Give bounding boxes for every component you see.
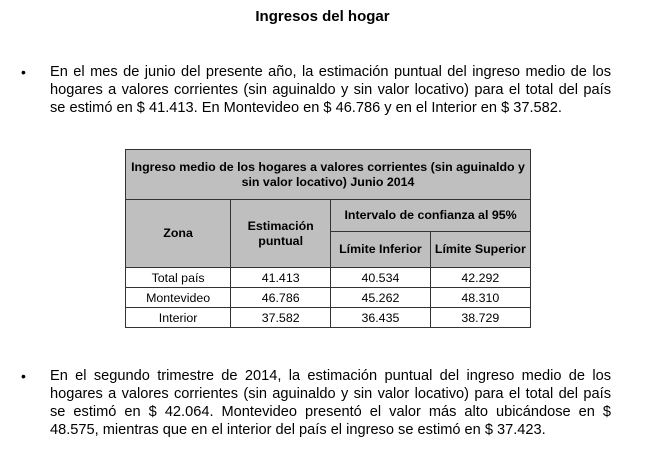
cell-zona: Interior (126, 308, 231, 328)
bullet-icon: • (21, 64, 26, 80)
cell-superior: 38.729 (430, 308, 530, 328)
paragraph-text: En el mes de junio del presente año, la estimación puntual del ingreso medio de los hogares a valores corrientes (sin aguinaldo y sin valor locativo) para el total del país se estimó en $ 41.413. En Montevideo en $ 46.786 y en el Interior en $ 37.582. (50, 64, 611, 116)
cell-estimacion: 46.786 (231, 288, 331, 308)
header-intervalo: Intervalo de confianza al 95% (331, 200, 531, 232)
cell-inferior: 36.435 (331, 308, 431, 328)
bullet-icon: • (21, 368, 26, 384)
table-row (126, 308, 531, 328)
paragraph-quarter-estimate (21, 367, 611, 439)
header-limite-superior: Límite Superior (430, 232, 530, 268)
table-row (126, 288, 531, 308)
paragraph-june-estimate (21, 63, 611, 117)
cell-zona: Total país (126, 268, 231, 288)
document-title: Ingresos del hogar (255, 8, 390, 25)
cell-superior: 48.310 (430, 288, 530, 308)
income-table (125, 149, 531, 328)
header-limite-inferior: Límite Inferior (331, 232, 431, 268)
cell-superior: 42.292 (430, 268, 530, 288)
cell-inferior: 45.262 (331, 288, 431, 308)
table-row (126, 268, 531, 288)
table-caption: Ingreso medio de los hogares a valores corrientes (sin aguinaldo y sin valor locativo) Junio 2014 (126, 150, 531, 200)
paragraph-text: En el segundo trimestre de 2014, la estimación puntual del ingreso medio de los hogares a valores corrientes (sin aguinaldo y sin valor locativo) para el total del país se estimó en $ 42.064. Montevideo presentó el valor más alto ubicándose en $ 48.575, mientras que en el interior del país el ingreso se estimó en $ 37.423. (50, 368, 611, 438)
header-zona: Zona (126, 200, 231, 268)
cell-estimacion: 37.582 (231, 308, 331, 328)
cell-inferior: 40.534 (331, 268, 431, 288)
cell-estimacion: 41.413 (231, 268, 331, 288)
cell-zona: Montevideo (126, 288, 231, 308)
header-estimacion: Estimación puntual (231, 200, 331, 268)
